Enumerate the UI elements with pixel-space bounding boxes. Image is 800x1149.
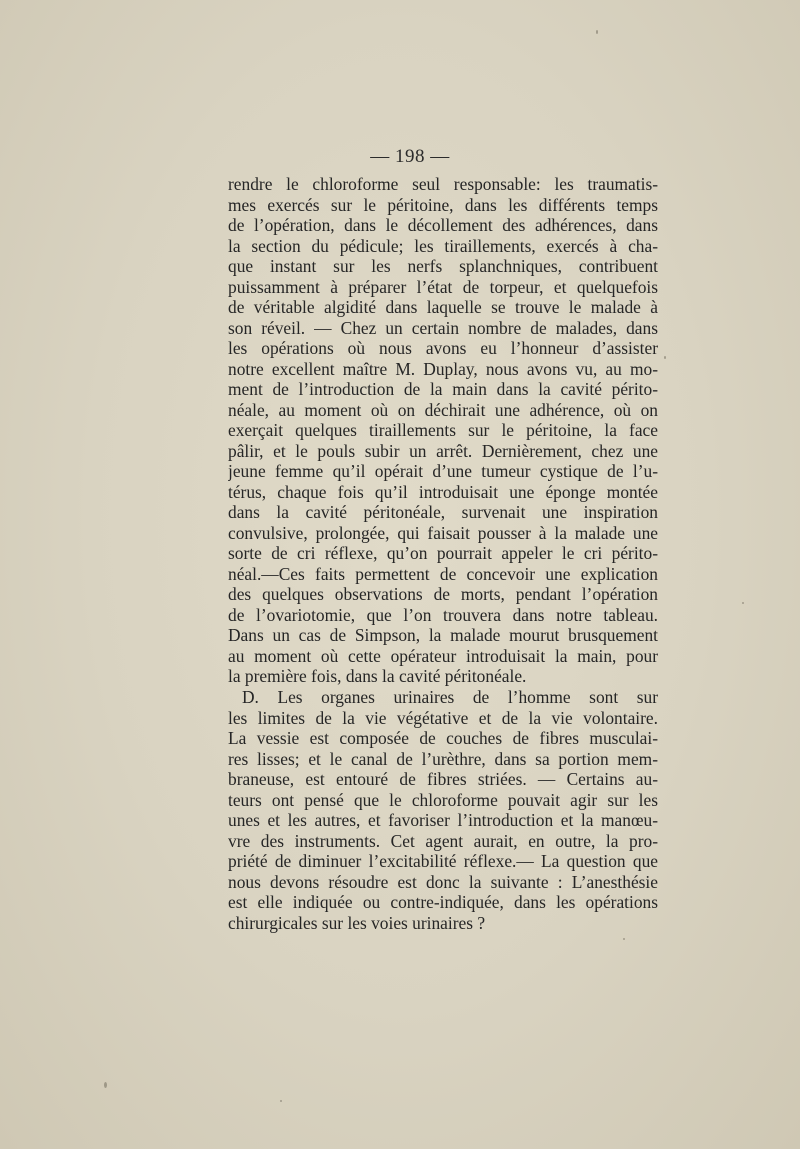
text-line: la section du pédicule; les tiraillements, exercés à cha- xyxy=(228,235,658,256)
text-line: puissamment à préparer l’état de torpeur, et quelquefois xyxy=(228,276,658,297)
text-line: convulsive, prolongée, qui faisait pousser à la malade une xyxy=(228,522,658,543)
text-line: nous devons résoudre est donc la suivante : L’anesthésie xyxy=(228,871,658,892)
text-line: La vessie est composée de couches de fibres musculai- xyxy=(228,728,658,748)
text-line: sorte de cri réflexe, qu’on pourrait appeler le cri périto- xyxy=(228,543,658,563)
text-line: que instant sur les nerfs splanchniques, contribuent xyxy=(228,256,658,276)
text-line: dans la cavité péritonéale, survenait une inspiration xyxy=(228,502,658,522)
text-line: son réveil. — Chez un certain nombre de malades, dans xyxy=(228,317,658,338)
text-line: des quelques observations de morts, pendant l’opération xyxy=(228,584,658,604)
text-line: chirurgicales sur les voies urinaires ? xyxy=(228,912,486,933)
page-number: — 198 — xyxy=(370,146,450,167)
text-line: vre des instruments. Cet agent aurait, en outre, la pro- xyxy=(228,830,658,851)
text-line: néal.—Ces faits permettent de concevoir une explication xyxy=(228,563,658,584)
text-line: les limites de la vie végétative et de la vie volontaire. xyxy=(228,707,658,728)
text-line: notre excellent maître M. Duplay, nous avons vu, au mo- xyxy=(228,358,658,379)
text-line: exerçait quelques tiraillements sur le péritoine, la face xyxy=(228,420,658,440)
text-line: pâlir, et le pouls subir un arrêt. Dernièrement, chez une xyxy=(228,440,658,461)
text-line: res lisses; et le canal de l’urèthre, dans sa portion mem- xyxy=(228,748,658,769)
paragraph-2 xyxy=(228,687,658,933)
text-line: ment de l’introduction de la main dans la cavité périto- xyxy=(228,379,658,399)
text-line: teurs ont pensé que le chloroforme pouvait agir sur les xyxy=(228,789,658,810)
text-line: rendre le chloroforme seul responsable: les traumatis- xyxy=(228,174,658,194)
text-line: jeune femme qu’il opérait d’une tumeur cystique de l’u- xyxy=(228,461,658,481)
text-line: les opérations où nous avons eu l’honneur d’assister xyxy=(228,338,658,358)
text-line: braneuse, est entouré de fibres striées. — Certains au- xyxy=(228,769,658,789)
text-line: de l’ovariotomie, que l’on trouvera dans notre tableau. xyxy=(228,604,658,625)
text-line: de l’opération, dans le décollement des adhérences, dans xyxy=(228,215,658,235)
paragraph-1 xyxy=(228,174,658,687)
text-line: priété de diminuer l’excitabilité réflexe.— La question que xyxy=(228,851,658,871)
text-line: est elle indiquée ou contre-indiquée, dans les opérations xyxy=(228,892,658,912)
text-line: mes exercés sur le péritoine, dans les différents temps xyxy=(228,194,658,215)
text-line: D. Les organes urinaires de l’homme sont sur xyxy=(242,687,658,707)
text-line: de véritable algidité dans laquelle se trouve le malade à xyxy=(228,297,658,317)
text-line: au moment où cette opérateur introduisait la main, pour xyxy=(228,645,658,666)
text-line: néale, au moment où on déchirait une adhérence, où on xyxy=(228,399,658,420)
text-line: la première fois, dans la cavité péritonéale. xyxy=(228,666,527,686)
text-line: Dans un cas de Simpson, la malade mourut brusquement xyxy=(228,625,658,645)
text-line: térus, chaque fois qu’il introduisait une éponge montée xyxy=(228,481,658,502)
text-line: unes et les autres, et favoriser l’introduction et la manœu- xyxy=(228,810,658,830)
